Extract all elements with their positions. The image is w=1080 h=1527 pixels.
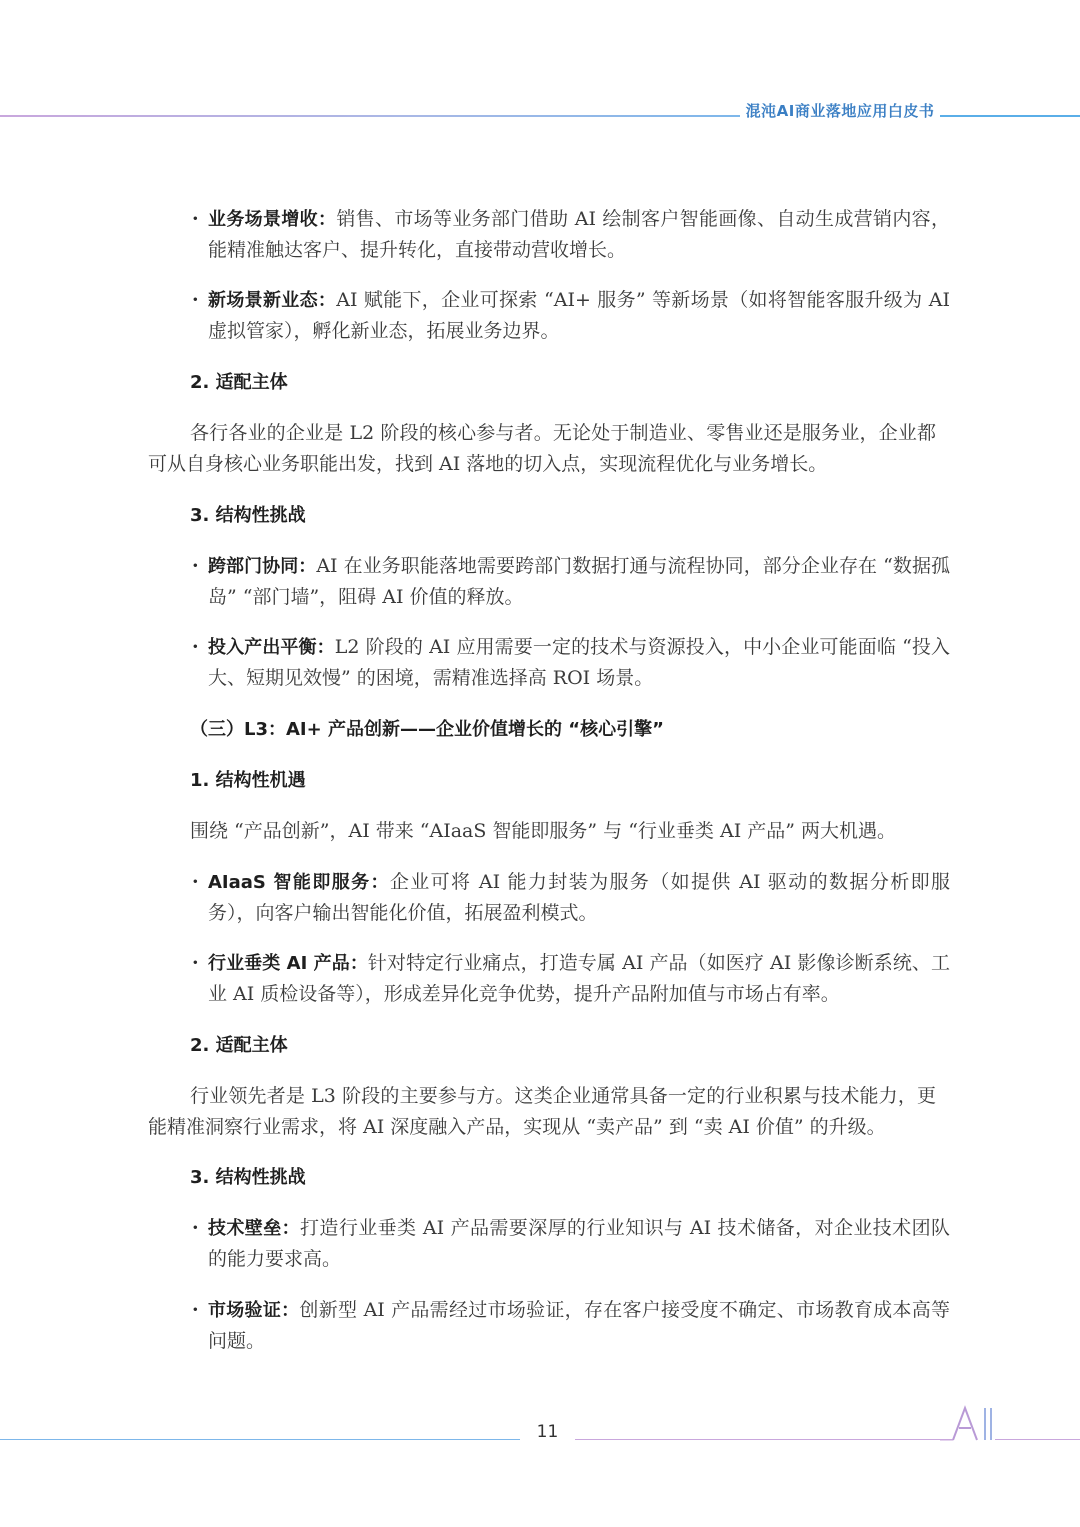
bullet-item [192, 204, 950, 266]
document-title: 混沌AI商业落地应用白皮书 [745, 102, 935, 120]
bullet-text: 创新型 AI 产品需经过市场验证，存在客户接受度不确定、市场教育成本高等问题。 [208, 1299, 950, 1352]
bullet-item [192, 867, 950, 929]
bullet-dot-icon: · [192, 1217, 199, 1239]
bullet-dot-icon: · [192, 871, 199, 893]
bullet-term: 技术壁垒： [208, 1218, 301, 1239]
bullet-text: 企业可将 AI 能力封装为服务（如提供 AI 驱动的数据分析即服务），向客户输出智能化价值，拓展盈利模式。 [208, 871, 950, 924]
paragraph: 各行各业的企业是 L2 阶段的核心参与者。无论处于制造业、零售业还是服务业，企业都可从自身核心业务职能出发，找到 AI 落地的切入点，实现流程优化与业务增长。 [148, 422, 936, 475]
bullet-dot-icon: · [192, 636, 199, 658]
bullet-dot-icon: · [192, 952, 199, 974]
bullet-item [192, 948, 950, 1010]
paragraph: 围绕 “产品创新”，AI 带来 “AIaaS 智能即服务” 与 “行业垂类 AI 产品” 两大机遇。 [190, 820, 896, 842]
chapter-heading: （三）L3：AI+ 产品创新——企业价值增长的 “核心引擎” [190, 719, 664, 740]
bullet-dot-icon: · [192, 555, 199, 577]
bullet-item [192, 1295, 950, 1357]
section-heading: 3. 结构性挑战 [190, 1167, 306, 1188]
bullet-dot-icon: · [192, 289, 199, 311]
bullet-dot-icon: · [192, 208, 199, 230]
bullet-text: 销售、市场等业务部门借助 AI 绘制客户智能画像、自动生成营销内容，能精准触达客户、提升转化，直接带动营收增长。 [208, 208, 951, 261]
paragraph: 行业领先者是 L3 阶段的主要参与方。这类企业通常具备一定的行业积累与技术能力，更能精准洞察行业需求，将 AI 深度融入产品，实现从 “卖产品” 到 “卖 AI 价值” 的升级。 [148, 1085, 936, 1138]
header-rule-right [940, 115, 1080, 117]
bullet-dot-icon: · [192, 1299, 199, 1321]
section-heading: 2. 适配主体 [190, 372, 288, 393]
bullet-text: L2 阶段的 AI 应用需要一定的技术与资源投入，中小企业可能面临 “投入大、短期见效慢” 的困境，需精准选择高 ROI 场景。 [208, 636, 951, 689]
bullet-text: 针对特定行业痛点，打造专属 AI 产品（如医疗 AI 影像诊断系统、工业 AI 质检设备等），形成差异化竞争优势，提升产品附加值与市场占有率。 [208, 952, 950, 1005]
bullet-text: AI 在业务职能落地需要跨部门数据打通与流程协同，部分企业存在 “数据孤岛” “部门墙”，阻碍 AI 价值的释放。 [208, 555, 950, 608]
bullet-item [192, 1213, 950, 1275]
bullet-term: 新场景新业态： [208, 290, 337, 311]
footer-rule-right [575, 1439, 953, 1440]
bullet-term: 业务场景增收： [208, 209, 337, 230]
bullet-item [192, 285, 950, 347]
bullet-term: 市场验证： [208, 1300, 300, 1321]
section-heading: 2. 适配主体 [190, 1035, 288, 1056]
section-heading: 1. 结构性机遇 [190, 770, 306, 791]
bullet-text: AI 赋能下，企业可探索 “AI+ 服务” 等新场景（如将智能客服升级为 AI 虚拟管家），孵化新业态，拓展业务边界。 [208, 289, 950, 342]
bullet-term: 跨部门协同： [208, 556, 317, 577]
footer-rule-left [0, 1439, 520, 1440]
bullet-item [192, 632, 950, 694]
section-heading: 3. 结构性挑战 [190, 505, 306, 526]
bullet-term: 投入产出平衡： [208, 637, 335, 658]
bullet-term: 行业垂类 AI 产品： [208, 953, 368, 974]
bullet-term: AIaaS 智能即服务： [208, 872, 390, 893]
ai-logo-icon [940, 1402, 1000, 1442]
header-rule-left [0, 115, 740, 117]
page-number: 11 [536, 1422, 559, 1442]
bullet-text: 打造行业垂类 AI 产品需要深厚的行业知识与 AI 技术储备，对企业技术团队的能力要求高。 [208, 1217, 950, 1270]
bullet-item [192, 551, 950, 613]
footer-rule-tail [995, 1439, 1080, 1440]
